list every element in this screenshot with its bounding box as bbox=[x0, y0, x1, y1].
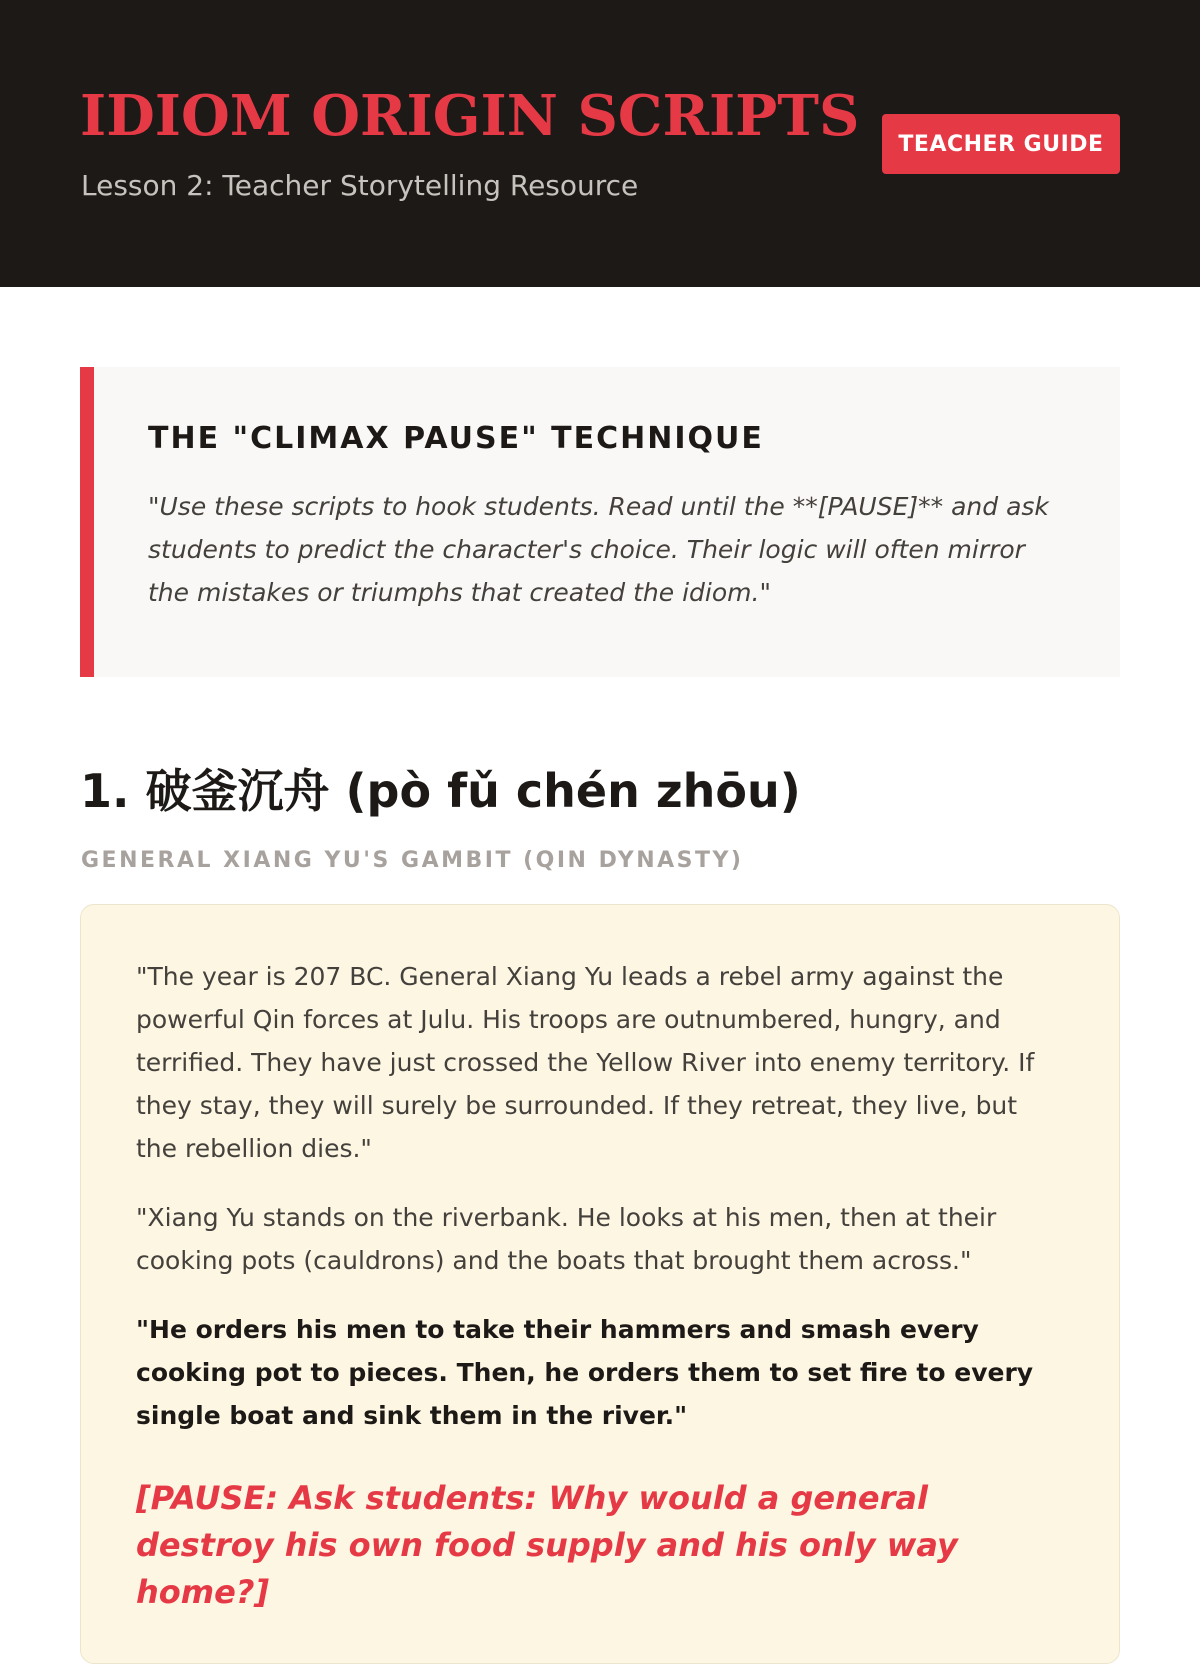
story-climax-paragraph: "He orders his men to take their hammers and smash every cooking pot to pieces. Then, he orders them to set fire to every single boat and sink them in the river." bbox=[136, 1315, 1034, 1430]
story-paragraph: "The year is 207 BC. General Xiang Yu leads a rebel army against the powerful Qin forces at Julu. His troops are outnumbered, hungry, and terrified. They have just crossed the Yellow River into enemy territory. If they stay, they will surely be surrounded. If they retreat, they live, but the rebellion dies." bbox=[136, 962, 1035, 1163]
idiom-heading: 1. 破釜沉舟 (pò fǔ chén zhōu) bbox=[80, 764, 801, 818]
story-paragraph: "Xiang Yu stands on the riverbank. He looks at his men, then at their cooking pots (cauldrons) and the boats that brought them across." bbox=[136, 1203, 997, 1275]
technique-quote: "Use these scripts to hook students. Read until the **[PAUSE]** and ask students to predict the character's choice. Their logic will often mirror the mistakes or triumphs that created the idiom." bbox=[148, 492, 1049, 607]
idiom-subheading: GENERAL XIANG YU'S GAMBIT (QIN DYNASTY) bbox=[81, 848, 744, 873]
page-subtitle: Lesson 2: Teacher Storytelling Resource bbox=[81, 169, 639, 202]
page-header bbox=[0, 0, 1200, 287]
technique-title: THE "CLIMAX PAUSE" TECHNIQUE bbox=[148, 421, 764, 456]
story-card bbox=[80, 904, 1120, 1664]
page-title: IDIOM ORIGIN SCRIPTS bbox=[80, 83, 860, 149]
teacher-guide-button[interactable]: TEACHER GUIDE bbox=[882, 114, 1120, 174]
technique-callout bbox=[80, 367, 1120, 677]
pause-prompt: [PAUSE: Ask students: Why would a general destroy his own food supply and his only way home?] bbox=[136, 1479, 958, 1611]
